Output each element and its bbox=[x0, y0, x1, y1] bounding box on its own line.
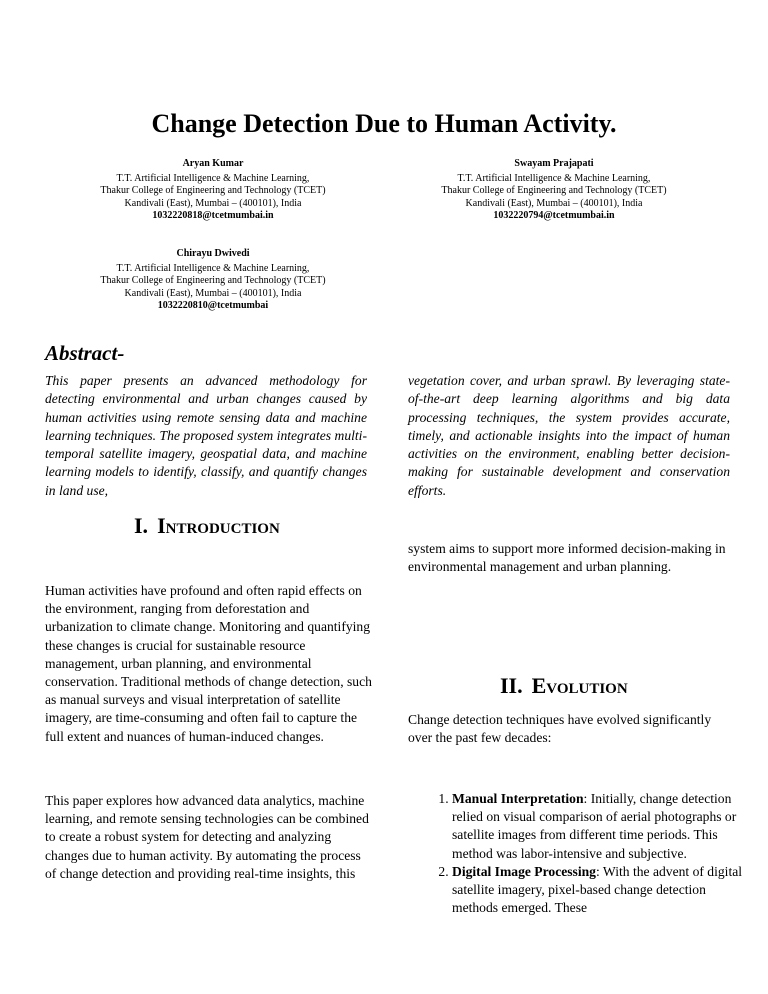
evolution-heading bbox=[500, 673, 628, 699]
section-number: I. bbox=[134, 513, 149, 538]
evolution-intro: Change detection techniques have evolved significantly over the past few decades: bbox=[408, 712, 712, 746]
author-email: 1032220794@tcetmumbai.in bbox=[493, 210, 615, 221]
author-block-1 bbox=[63, 158, 363, 223]
author-institution: Thakur College of Engineering and Technology (TCET) bbox=[100, 275, 326, 286]
author-address: Kandivali (East), Mumbai – (400101), India bbox=[124, 197, 302, 209]
author-institution: Thakur College of Engineering and Technology (TCET) bbox=[441, 185, 667, 196]
section-title: Evolution bbox=[531, 673, 628, 698]
author-address: Kandivali (East), Mumbai – (400101), India bbox=[124, 287, 302, 299]
section-title: Introduction bbox=[157, 513, 280, 538]
list-item bbox=[452, 790, 752, 863]
paper-title: Change Detection Due to Human Activity. bbox=[151, 109, 617, 138]
introduction-paragraph-3: system aims to support more informed decision-making in environmental management and urban planning. bbox=[408, 541, 726, 575]
author-email: 1032220818@tcetmumbai.in bbox=[152, 210, 274, 221]
author-email: 1032220810@tcetmumbai bbox=[157, 300, 269, 311]
list-item-term: Manual Interpretation bbox=[452, 791, 584, 806]
introduction-paragraph-1: Human activities have profound and often rapid effects on the environment, ranging from deforestation and urbanization to climate change. Monitoring and quantifying these changes is crucial for sustainable resource management, urban planning, and environmental conservation. Traditional methods of change detection, such as manual surveys and visual interpretation of satellite imagery, are time-consuming and often fail to capture the full extent and nuances of human-induced changes. bbox=[45, 583, 372, 744]
introduction-paragraph-2: This paper explores how advanced data analytics, machine learning, and remote sensing technologies can be combined to create a robust system for detecting and analyzing changes due to human activity. By automating the process of change detection and providing real-time insights, this bbox=[45, 793, 369, 881]
list-item-term: Digital Image Processing bbox=[452, 863, 596, 879]
introduction-heading bbox=[134, 513, 280, 539]
author-block-2 bbox=[404, 158, 704, 223]
author-department: T.T. Artificial Intelligence & Machine Learning, bbox=[457, 172, 651, 184]
author-department: T.T. Artificial Intelligence & Machine Learning, bbox=[116, 262, 310, 274]
author-name: Swayam Prajapati bbox=[514, 158, 594, 169]
section-number: II. bbox=[500, 673, 523, 698]
author-name: Aryan Kumar bbox=[182, 158, 244, 169]
author-department: T.T. Artificial Intelligence & Machine Learning, bbox=[116, 172, 310, 184]
evolution-list bbox=[412, 790, 752, 917]
list-item bbox=[452, 863, 752, 918]
author-name: Chirayu Dwivedi bbox=[176, 248, 250, 259]
author-institution: Thakur College of Engineering and Technology (TCET) bbox=[100, 185, 326, 196]
list-item-text: : With the advent of digital satellite imagery, pixel-based change detection methods emerged. These bbox=[452, 863, 743, 916]
abstract-heading: Abstract- bbox=[45, 341, 125, 365]
list-item-text: : Initially, change detection relied on visual comparison of aerial photographs or satellite images from different time periods. This method was labor-intensive and subjective. bbox=[452, 791, 737, 861]
author-block-3 bbox=[63, 248, 363, 313]
abstract-text-right: vegetation cover, and urban sprawl. By leveraging state-of-the-art deep learning algorithms and big data processing techniques, the system provides accurate, timely, and actionable insights into the impact of human activities on the environment, enabling better decision-making for sustainable development and conservation efforts. bbox=[408, 373, 730, 498]
abstract-text-left: This paper presents an advanced methodology for detecting environmental and urban changes caused by human activities using remote sensing data and machine learning techniques. The proposed system integrates multi-temporal satellite imagery, geospatial data, and machine learning models to identify, classify, and quantify changes in land use, bbox=[45, 373, 367, 498]
author-address: Kandivali (East), Mumbai – (400101), India bbox=[465, 197, 643, 209]
